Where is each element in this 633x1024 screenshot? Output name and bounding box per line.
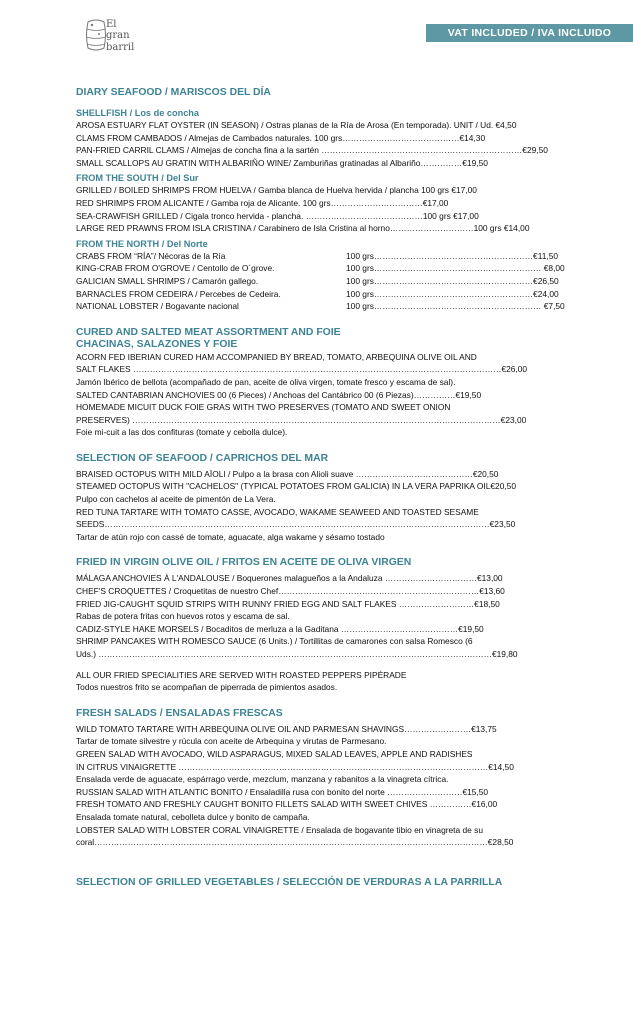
menu-item-row: BRAISED OCTOPUS WITH MILD AÏOLI / Pulpo a la brasa con Alioli suave ……………………………………€20,50: [76, 468, 499, 479]
menu-item-row: HOMEMADE MICUIT DUCK FOIE GRAS WITH TWO PRESERVES (TOMATO AND SWEET ONION: [76, 402, 451, 413]
menu-item-description: Tartar de tomate silvestre y rúcula con aceite de Arbequina y virutas de Parmesano.: [76, 736, 387, 747]
menu-item-row: MÁLAGA ANCHOVIES À L'ANDALOUSE / Boquerones malagueños a la Andaluza ……………………………€13,00: [76, 573, 503, 584]
menu-item-row: FRIED JIG-CAUGHT SQUID STRIPS WITH RUNNY FRIED EGG AND SALT FLAKES ………………………€18,50: [76, 598, 500, 609]
menu-item-row: RED TUNA TARTARE WITH TOMATO CASSE, AVOCADO, WAKAME SEAWEED AND TOASTED SESAME: [76, 506, 479, 517]
cured-meat-items: [76, 351, 606, 439]
salad-items: [76, 723, 606, 849]
menu-item-description: Rabas de potera fritas con huevos rotos y escama de sal.: [76, 611, 290, 622]
menu-item-row: SALT FLAKES ……………………………………………………………………………………………………………………€26,00: [76, 364, 528, 375]
menu-item-row: SEEDS…………………………………………………………………………………………………………………………€23,50: [76, 519, 516, 530]
menu-item-price: 100 grs…………………………………………………€24,00: [346, 288, 559, 299]
subsection-title-south: FROM THE SOUTH / Del Sur: [76, 173, 199, 184]
menu-item-description: Ensalada verde de aguacate, espárrago verde, mezclum, manzana y rabanitos a la vinagreta cítrica.: [76, 774, 449, 785]
menu-item-row: ALL OUR FRIED SPECIALITIES ARE SERVED WITH ROASTED PEPPERS PIPÉRADE: [76, 669, 407, 680]
section-title-salads: FRESH SALADS / ENSALADAS FRESCAS: [76, 707, 283, 719]
menu-item-row: LOBSTER SALAD WITH LOBSTER CORAL VINAIGRETTE / Ensalada de bogavante tibio en vinagreta de su: [76, 824, 483, 835]
logo-text-el: El: [106, 19, 117, 30]
menu-item-price: 100 grs…………………………………………………€26,50: [346, 275, 559, 286]
fried-items: [76, 572, 606, 693]
menu-item-description: Todos nuestros frito se acompañan de piperrada de pimientos asados.: [76, 682, 338, 693]
menu-item-description: Tartar de atún rojo con cassé de tomate, aguacate, alga wakame y sésamo tostado: [76, 531, 385, 542]
section-subtitle-chacinas: CHACINAS, SALAZONES Y FOIE: [76, 338, 238, 350]
menu-item-row: FRESH TOMATO AND FRESHLY CAUGHT BONITO FILLETS SALAD WITH SWEET CHIVES ……………€16,00: [76, 799, 498, 810]
menu-item-name: CRABS FROM “RÍA”/ Nécoras de la Ría: [76, 250, 226, 261]
menu-item-name: KING-CRAB FROM O'GROVE / Centollo de O´grove.: [76, 263, 275, 274]
menu-item-row: CADIZ-STYLE HAKE MORSELS / Bocaditos de merluza a la Gaditana ……………………………………€19,50: [76, 623, 484, 634]
menu-item-name: NATIONAL LOBSTER / Bogavante nacional: [76, 301, 239, 312]
menu-item-row: STEAMED OCTOPUS WITH "CACHELOS" (TYPICAL POTATOES FROM GALICIA) IN LA VERA PAPRIKA OIL€20,50: [76, 481, 516, 492]
menu-item-row: CLAMS FROM CAMBADOS / Almejas de Cambados naturales. 100 grs……………………………………€14,30: [76, 132, 486, 143]
menu-item-row: SALTED CANTABRIAN ANCHOVIES 00 (6 Pieces) / Anchoas del Cantábrico 00 (6 Piezas)……………€19,50: [76, 389, 482, 400]
menu-item-description: Ensalada tomate natural, cebolleta dulce y bonito de campaña.: [76, 811, 310, 822]
menu-item-row: SMALL SCALLOPS AU GRATIN WITH ALBARIÑO WINE/ Zamburiñas gratinadas al Albariño……………€19,50: [76, 157, 488, 168]
menu-item-row: RUSSIAN SALAD WITH ATLANTIC BONITO / Ensaladilla rusa con bonito del norte ………………………€15,50: [76, 786, 489, 797]
menu-item-row: AROSA ESTUARY FLAT OYSTER (IN SEASON) / Ostras planas de la Ría de Arosa (En temporada). UNIT / Ud. €4,50: [76, 120, 517, 130]
barrel-icon: [84, 18, 108, 52]
section-title-diary-seafood: DIARY SEAFOOD / MARISCOS DEL DÍA: [76, 87, 271, 98]
menu-item-row: SEA-CRAWFISH GRILLED / Cigala tronco hervida - plancha. ……………………………………100 grs €17,00: [76, 210, 479, 221]
section-title-grilled-vegetables: SELECTION OF GRILLED VEGETABLES / SELECCIÓN DE VERDURAS A LA PARRILLA: [76, 876, 503, 888]
menu-item-row: ACORN FED IBERIAN CURED HAM ACCOMPANIED BY BREAD, TOMATO, ARBEQUINA OLIVE OIL AND: [76, 351, 477, 362]
menu-item-row: GREEN SALAD WITH AVOCADO, WILD ASPARAGUS, MIXED SALAD LEAVES, APPLE AND RADISHES: [76, 748, 473, 759]
vat-included-badge: VAT INCLUDED / IVA INCLUIDO: [426, 24, 633, 42]
menu-item-row: GRILLED / BOILED SHRIMPS FROM HUELVA / Gamba blanca de Huelva hervida / plancha 100 grs €17,00: [76, 185, 477, 196]
menu-item-price: 100 grs…………………………………………………… €7,50: [346, 301, 565, 312]
menu-item-price: 100 grs…………………………………………………€11,50: [346, 250, 559, 261]
menu-item-row: IN CITRUS VINAIGRETTE …………………………………………………………………………………………………€14,50: [76, 761, 514, 772]
menu-item-name: BARNACLES FROM CEDEIRA / Percebes de Cedeira.: [76, 288, 281, 299]
menu-item-description: Jamón Ibérico de bellota (acompañado de pan, aceite de oliva virgen, tomate fresco y escama de sal).: [76, 376, 456, 387]
section-title-cured-meat: CURED AND SALTED MEAT ASSORTMENT AND FOIE: [76, 326, 341, 338]
menu-item-row: Uds.) ……………………………………………………………………………………………………………………………€19,80: [76, 649, 518, 659]
menu-item-row: PRESERVES) ……………………………………………………………………………………………………………………€23,00: [76, 414, 527, 425]
menu-item-description: Foie mi-cuit a las dos confituras (tomate y cebolla dulce).: [76, 427, 288, 438]
subsection-title-north: FROM THE NORTH / Del Norte: [76, 238, 208, 249]
menu-item-row: PAN-FRIED CARRIL CLAMS / Almejas de concha fina a la sartén ………………………………………………………………€29,50: [76, 145, 548, 156]
restaurant-logo: [84, 16, 140, 76]
menu-item-row: SHRIMP PANCAKES WITH ROMESCO SAUCE (6 Units.) / Tortillitas de camarones con salsa Romesco (6: [76, 636, 473, 647]
subsection-title-shellfish: SHELLFISH / Los de concha: [76, 108, 200, 118]
logo-text-gran: gran: [106, 30, 130, 41]
logo-text-barril: barril: [106, 42, 135, 53]
menu-item-description: Pulpo con cachelos al aceite de pimentón de La Vera.: [76, 494, 276, 505]
menu-item-row: WILD TOMATO TARTARE WITH ARBEQUINA OLIVE OIL AND PARMESAN SHAVINGS……………………€13,75: [76, 723, 497, 734]
menu-content: [76, 87, 606, 889]
menu-item-price: 100 grs…………………………………………………… €8,00: [346, 263, 565, 274]
section-title-seafood-selection: SELECTION OF SEAFOOD / CAPRICHOS DEL MAR: [76, 452, 329, 464]
menu-item-row: CHEF'S CROQUETTES / Croquetitas de nuestro Chef………………………………………………………………€13,60: [76, 586, 505, 597]
section-title-fried: FRIED IN VIRGIN OLIVE OIL / FRITOS EN ACEITE DE OLIVA VIRGEN: [76, 557, 412, 569]
menu-item-row: RED SHRIMPS FROM ALICANTE / Gamba roja de Alicante. 100 grs……………………………€17,00: [76, 197, 449, 208]
north-items-table: [76, 250, 606, 313]
seafood-selection-items: [76, 468, 606, 544]
menu-item-row: coral……………………………………………………………………………………………………………………………€28,50: [76, 837, 514, 848]
menu-item-row: LARGE RED PRAWNS FROM ISLA CRISTINA / Carabinero de Isla Cristina al horno…………………………100 grs €14,00: [76, 223, 530, 234]
menu-item-row: [76, 661, 606, 669]
menu-item-name: GALICIAN SMALL SHRIMPS / Camarón gallego.: [76, 275, 259, 286]
